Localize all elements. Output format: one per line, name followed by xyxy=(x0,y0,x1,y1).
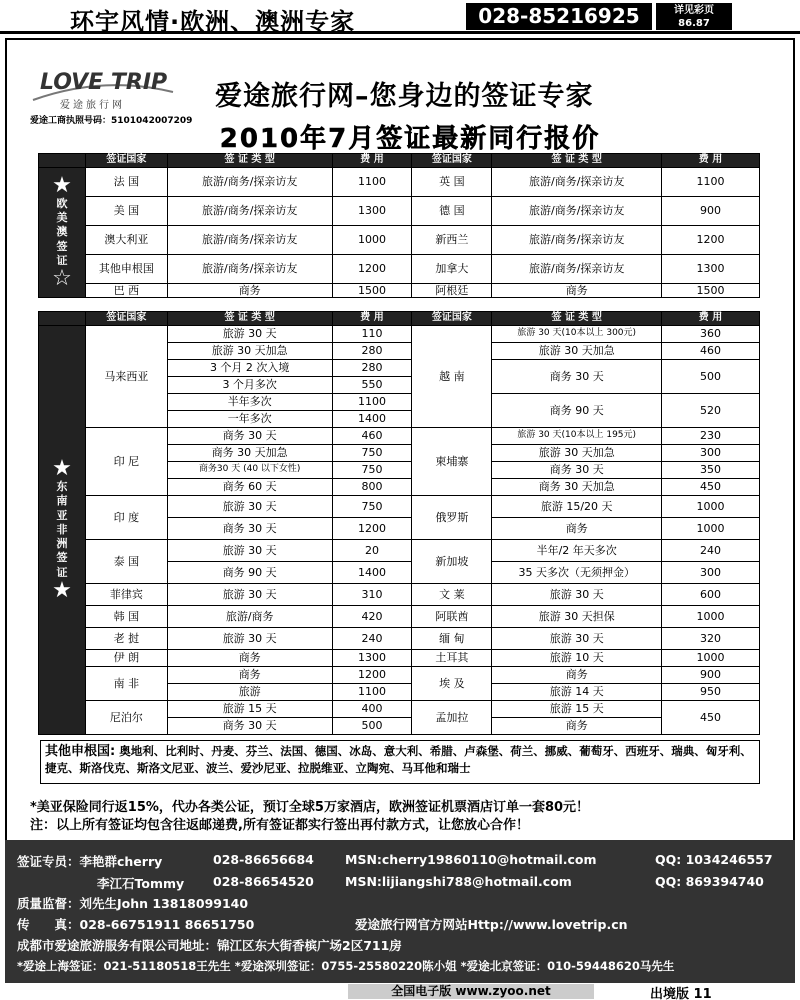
side-char: 南 xyxy=(56,494,68,508)
table-cell: 柬埔寨 xyxy=(412,428,492,496)
table-cell: 1200 xyxy=(662,226,760,255)
banner-see-color-page xyxy=(656,3,732,30)
table-cell: 旅游 15 天 xyxy=(492,701,662,718)
table-cell: 商务 30 天 xyxy=(492,462,662,479)
table-cell: 1000 xyxy=(332,226,412,255)
table-cell: 南 非 xyxy=(85,667,167,701)
table-cell: 1400 xyxy=(332,411,412,428)
region-side-label xyxy=(39,326,86,735)
table-cell: 尼泊尔 xyxy=(85,701,167,735)
table-cell: 1500 xyxy=(662,284,760,298)
table-cell: 460 xyxy=(662,343,760,360)
table-cell: 旅游/商务/探亲访友 xyxy=(167,197,332,226)
side-char: 东 xyxy=(56,479,68,493)
table-row xyxy=(39,540,760,562)
contact-cherry-qq: QQ: 1034246557 xyxy=(655,852,773,867)
table-cell: 孟加拉 xyxy=(412,701,492,735)
side-char: 欧 xyxy=(56,196,68,210)
price-list-title: 2010年7月签证最新同行报价 xyxy=(219,124,601,154)
header-cell-3: 签证国家 xyxy=(412,312,492,326)
table-cell: 1500 xyxy=(332,284,412,298)
table-cell: 750 xyxy=(332,445,412,462)
note-insurance: *美亚保险同行返15%，代办各类公证，预订全球5万家酒店，欧洲签证机票酒店订单一套80元！ xyxy=(30,800,590,815)
region-side-label xyxy=(39,168,86,298)
header-cell-1: 签 证 类 型 xyxy=(167,312,332,326)
table-cell: 旅游 15 天 xyxy=(167,701,332,718)
header-cell-2: 费 用 xyxy=(332,312,412,326)
header-cell-1: 签 证 类 型 xyxy=(167,154,332,168)
see-line1: 详见彩页 xyxy=(674,5,714,16)
table-cell: 35 天多次（无须押金） xyxy=(492,562,662,584)
table-cell: 英 国 xyxy=(412,168,492,197)
table-cell: 加拿大 xyxy=(412,255,492,284)
table-cell: 印 尼 xyxy=(85,428,167,496)
table-cell: 旅游 30 天(10本以上 195元) xyxy=(492,428,662,445)
table-cell: 1000 xyxy=(662,650,760,667)
table-cell: 商务 30 天 xyxy=(167,428,332,445)
contact-cherry-phone: 028-86656684 xyxy=(213,852,314,867)
table-cell: 1300 xyxy=(332,197,412,226)
side-char: 签 xyxy=(56,239,68,253)
table-cell: 1200 xyxy=(332,518,412,540)
side-char: 亚 xyxy=(56,508,68,522)
note-payment: 注：以上所有签证均包含往返邮递费,所有签证都实行签出再付款方式，让您放心合作！ xyxy=(30,818,529,833)
top-banner xyxy=(0,0,800,34)
table-cell: 1200 xyxy=(332,255,412,284)
table-cell: 商务30 天 (40 以下女性) xyxy=(167,462,332,479)
see-line2: 86.87 xyxy=(678,18,710,29)
table-cell: 1100 xyxy=(332,394,412,411)
table-cell: 土耳其 xyxy=(412,650,492,667)
table-row xyxy=(39,650,760,667)
table-cell: 旅游 30 天加急 xyxy=(492,343,662,360)
table-cell: 240 xyxy=(332,628,412,650)
table-cell: 澳大利亚 xyxy=(85,226,167,255)
table-cell: 230 xyxy=(662,428,760,445)
header-row xyxy=(39,312,760,326)
table-cell: 旅游 30 天 xyxy=(167,326,332,343)
table-cell: 旅游 30 天 xyxy=(492,584,662,606)
table-cell: 750 xyxy=(332,496,412,518)
table-cell: 旅游 14 天 xyxy=(492,684,662,701)
table-cell: 旅游 30 天 xyxy=(167,628,332,650)
header-cell-side xyxy=(39,312,86,326)
banner-title: 环宇风情·欧洲、澳洲专家 xyxy=(70,8,356,36)
table-cell: 韩 国 xyxy=(85,606,167,628)
table-cell: 商务 30 天加急 xyxy=(167,445,332,462)
logo-text: LOVE TRIP xyxy=(40,70,168,95)
table-cell: 800 xyxy=(332,479,412,496)
table-row xyxy=(39,606,760,628)
table-row xyxy=(39,255,760,284)
table-cell: 泰 国 xyxy=(85,540,167,584)
table-cell: 旅游 30 天 xyxy=(167,584,332,606)
table-cell: 商务 30 天 xyxy=(167,718,332,735)
star-icon: ★ xyxy=(52,172,72,198)
table-cell: 旅游 30 天 xyxy=(492,628,662,650)
table-cell: 旅游/商务/探亲访友 xyxy=(167,168,332,197)
table-cell: 旅游 30 天(10本以上 300元) xyxy=(492,326,662,343)
table-cell: 350 xyxy=(662,462,760,479)
table-row xyxy=(39,168,760,197)
table-cell: 950 xyxy=(662,684,760,701)
table-cell: 1200 xyxy=(332,667,412,684)
table-cell: 商务 30 天 xyxy=(167,518,332,540)
table-cell: 450 xyxy=(662,701,760,735)
table-cell: 旅游/商务/探亲访友 xyxy=(492,255,662,284)
table-cell: 600 xyxy=(662,584,760,606)
table-cell: 伊 朗 xyxy=(85,650,167,667)
europe-visa-table xyxy=(38,153,760,298)
asia-africa-visa-table xyxy=(38,311,760,735)
header-cell-5: 费 用 xyxy=(662,154,760,168)
table-cell: 半年/2 年天多次 xyxy=(492,540,662,562)
table-cell: 1300 xyxy=(662,255,760,284)
table-cell: 240 xyxy=(662,540,760,562)
contact-tommy-phone: 028-86654520 xyxy=(213,874,314,889)
table-cell: 450 xyxy=(662,479,760,496)
table-cell: 旅游/商务/探亲访友 xyxy=(167,226,332,255)
table-cell: 印 度 xyxy=(85,496,167,540)
footer-publication: 出境版 11 xyxy=(650,987,712,1000)
table-cell: 旅游/商务 xyxy=(167,606,332,628)
license-number: 爱途工商执照号码：5101042007209 xyxy=(30,116,193,126)
logo-subtitle: 爱途旅行网 xyxy=(60,100,125,111)
table-cell: 商务 xyxy=(167,667,332,684)
table-cell: 商务 90 天 xyxy=(492,394,662,428)
table-cell: 老 挝 xyxy=(85,628,167,650)
footer-url: 全国电子版 www.zyoo.net xyxy=(348,984,594,999)
other-schengen-label: 其他申根国: xyxy=(45,744,116,759)
header-row xyxy=(39,154,760,168)
table-cell: 1100 xyxy=(332,684,412,701)
table-cell: 旅游 30 天加急 xyxy=(167,343,332,360)
side-char: 澳 xyxy=(56,225,68,239)
table-cell: 其他申根国 xyxy=(85,255,167,284)
table-cell: 400 xyxy=(332,701,412,718)
table-cell: 旅游 30 天担保 xyxy=(492,606,662,628)
side-char: 证 xyxy=(56,253,68,267)
branch-contacts: *爱途上海签证：021-51180518王先生 *爱途深圳签证：0755-25580220陈小姐 *爱途北京签证：010-59448620马先生 xyxy=(17,959,675,973)
table-row xyxy=(39,326,760,343)
contact-tommy-qq: QQ: 869394740 xyxy=(655,874,764,889)
table-cell: 20 xyxy=(332,540,412,562)
table-cell: 1000 xyxy=(662,518,760,540)
table-row xyxy=(39,197,760,226)
table-cell: 520 xyxy=(662,394,760,428)
table-cell: 商务 xyxy=(167,650,332,667)
side-char: 签 xyxy=(56,551,68,565)
table-cell: 商务 30 天 xyxy=(492,360,662,394)
contact-cherry-msn: MSN:cherry19860110@hotmail.com xyxy=(345,852,597,867)
table-cell: 1400 xyxy=(332,562,412,584)
table-cell: 文 莱 xyxy=(412,584,492,606)
header-cell-0: 签证国家 xyxy=(85,312,167,326)
table-cell: 900 xyxy=(662,667,760,684)
table-cell: 300 xyxy=(662,445,760,462)
header-cell-5: 费 用 xyxy=(662,312,760,326)
table-cell: 460 xyxy=(332,428,412,445)
contact-cherry: 签证专员：李艳群cherry xyxy=(17,854,163,869)
header-cell-side xyxy=(39,154,86,168)
contact-tommy: 李江石Tommy xyxy=(97,876,185,891)
table-cell: 280 xyxy=(332,343,412,360)
table-cell: 马来西亚 xyxy=(85,326,167,428)
header-cell-0: 签证国家 xyxy=(85,154,167,168)
other-schengen-list: 奥地利、比利时、丹麦、芬兰、法国、德国、冰岛、意大利、希腊、卢森堡、荷兰、挪威、葡萄牙、西班牙、瑞典、匈牙利、捷克、斯洛伐克、斯洛文尼亚、波兰、爱沙尼亚、拉脱维亚、立陶宛、马耳他和瑞士 xyxy=(45,744,752,775)
side-char: 美 xyxy=(56,211,68,225)
table-cell: 1300 xyxy=(332,650,412,667)
table-cell: 300 xyxy=(662,562,760,584)
header-cell-4: 签 证 类 型 xyxy=(492,154,662,168)
table-cell: 商务 xyxy=(167,284,332,298)
header-cell-2: 费 用 xyxy=(332,154,412,168)
table-cell: 旅游 15/20 天 xyxy=(492,496,662,518)
table-cell: 旅游 30 天 xyxy=(167,496,332,518)
table-row xyxy=(39,701,760,718)
table-cell: 巴 西 xyxy=(85,284,167,298)
table-cell: 德 国 xyxy=(412,197,492,226)
table-row xyxy=(39,428,760,445)
table-cell: 550 xyxy=(332,377,412,394)
banner-phone: 028-85216925 xyxy=(466,3,652,30)
table-cell: 旅游 xyxy=(167,684,332,701)
table-cell: 1100 xyxy=(662,168,760,197)
side-char: 非 xyxy=(56,522,68,536)
table-row xyxy=(39,226,760,255)
table-cell: 旅游/商务/探亲访友 xyxy=(167,255,332,284)
table-cell: 旅游/商务/探亲访友 xyxy=(492,197,662,226)
table-row xyxy=(39,628,760,650)
table-cell: 菲律宾 xyxy=(85,584,167,606)
table-cell: 750 xyxy=(332,462,412,479)
table-row xyxy=(39,667,760,684)
table-cell: 新西兰 xyxy=(412,226,492,255)
table-cell: 商务 xyxy=(492,284,662,298)
side-char: 证 xyxy=(56,565,68,579)
table-cell: 半年多次 xyxy=(167,394,332,411)
star-icon: ★ xyxy=(52,578,72,604)
header-cell-3: 签证国家 xyxy=(412,154,492,168)
quality-supervisor: 质量监督：刘先生John 13818099140 xyxy=(17,896,249,911)
official-website: 爱途旅行网官方网站Http://www.lovetrip.cn xyxy=(355,917,628,932)
table-cell: 500 xyxy=(332,718,412,735)
table-row xyxy=(39,584,760,606)
star-icon: ★ xyxy=(52,455,72,481)
table-cell: 埃 及 xyxy=(412,667,492,701)
table-cell: 320 xyxy=(662,628,760,650)
table-cell: 阿联酋 xyxy=(412,606,492,628)
table-row xyxy=(39,496,760,518)
star-icon: ☆ xyxy=(52,266,72,292)
table-cell: 一年多次 xyxy=(167,411,332,428)
table-cell: 280 xyxy=(332,360,412,377)
table-cell: 420 xyxy=(332,606,412,628)
table-cell: 110 xyxy=(332,326,412,343)
table-cell: 商务 60 天 xyxy=(167,479,332,496)
table-cell: 旅游 30 天加急 xyxy=(492,445,662,462)
table-cell: 缅 甸 xyxy=(412,628,492,650)
table-cell: 3 个月多次 xyxy=(167,377,332,394)
table-cell: 阿根廷 xyxy=(412,284,492,298)
table-cell: 310 xyxy=(332,584,412,606)
table-cell: 新加坡 xyxy=(412,540,492,584)
table-cell: 越 南 xyxy=(412,326,492,428)
table-cell: 3 个月 2 次入境 xyxy=(167,360,332,377)
company-address: 成都市爱途旅游服务有限公司地址：锦江区东大街香槟广场2区711房 xyxy=(17,938,402,953)
fax-numbers: 传 真：028-66751911 86651750 xyxy=(17,917,255,932)
table-cell: 商务 xyxy=(492,518,662,540)
table-cell: 旅游/商务/探亲访友 xyxy=(492,226,662,255)
table-cell: 法 国 xyxy=(85,168,167,197)
table-cell: 1000 xyxy=(662,496,760,518)
headline: 爱途旅行网–您身边的签证专家 xyxy=(215,81,594,112)
table-row xyxy=(39,284,760,298)
table-cell: 俄罗斯 xyxy=(412,496,492,540)
contact-panel xyxy=(5,840,795,983)
table-cell: 1100 xyxy=(332,168,412,197)
table-cell: 500 xyxy=(662,360,760,394)
table-cell: 商务 xyxy=(492,667,662,684)
other-schengen-box xyxy=(40,740,760,784)
table-cell: 商务 30 天加急 xyxy=(492,479,662,496)
table-cell: 商务 90 天 xyxy=(167,562,332,584)
table-cell: 900 xyxy=(662,197,760,226)
table-cell: 美 国 xyxy=(85,197,167,226)
table-cell: 商务 xyxy=(492,718,662,735)
table-cell: 旅游 30 天 xyxy=(167,540,332,562)
side-char: 洲 xyxy=(56,537,68,551)
header-cell-4: 签 证 类 型 xyxy=(492,312,662,326)
table-cell: 旅游/商务/探亲访友 xyxy=(492,168,662,197)
table-cell: 1000 xyxy=(662,606,760,628)
contact-tommy-msn: MSN:lijiangshi788@hotmail.com xyxy=(345,874,572,889)
table-cell: 360 xyxy=(662,326,760,343)
table-cell: 旅游 10 天 xyxy=(492,650,662,667)
